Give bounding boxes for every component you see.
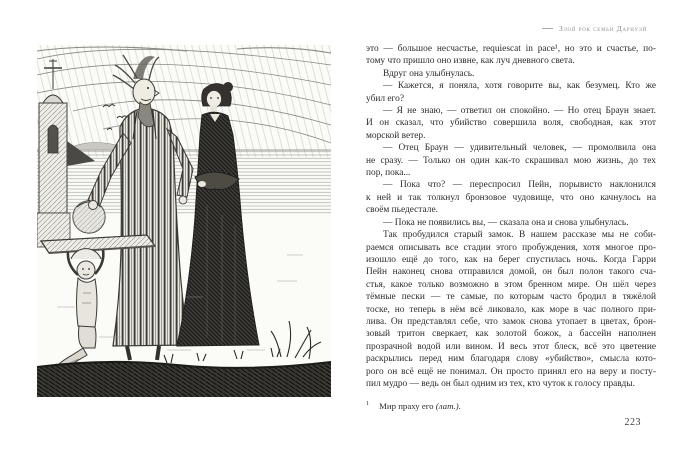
- text-line: Так пробудился старый замок. В нашем рассказе мы не соби-: [383, 230, 656, 241]
- page-number: 223: [624, 417, 641, 428]
- paragraph: [366, 68, 656, 80]
- text-line: пил мудро — ведь он был одним из тех, кто чуток к голосу правды.: [366, 378, 635, 389]
- text-line: — Кажется, я поняла, хотя говорите вы, как безумец. Кто же: [383, 81, 656, 92]
- paragraph: [366, 80, 656, 105]
- paragraph: [366, 217, 656, 229]
- text-line: — Отец Браун — удивительный человек, — промолвила она: [383, 143, 656, 154]
- running-head-rule-icon: [542, 28, 553, 29]
- text-line: зовый тритон сверкает, как золотой божок, а бассейн наполнен: [366, 329, 656, 340]
- text-line: тоске, но теперь в нём всё ликовало, как море в час полного при-: [366, 304, 656, 315]
- text-line: изошло ещё до того, как на берег спустилась ночь. Когда Гарри: [366, 254, 656, 265]
- text-line: стья, какое только возможно в этом бренном мире. Он шёл через: [366, 279, 656, 290]
- paragraph: [366, 179, 656, 216]
- illustration-drawing: [37, 45, 331, 397]
- text-line: раемся описывать все стадии этого пробуждения, хотя многое про-: [366, 242, 656, 253]
- footnote: [366, 398, 656, 412]
- text-line: — Пока не появились вы, — сказала она и снова улыбнулась.: [383, 217, 629, 228]
- text-line: лива. Он представлял себе, что замок снова утопает в цветах, брон-: [366, 316, 656, 327]
- paragraph: [366, 142, 656, 179]
- footnote-language-note: (лат.): [435, 400, 459, 411]
- text-line: это — большое несчастье, requiescat in pace¹, но это и счастье, по-: [366, 44, 656, 54]
- paragraph: [366, 105, 656, 142]
- text-line: Пейн наконец снова отправился домой, он был полон такого сча-: [366, 267, 656, 278]
- text-line: к ней и так толкнул бронзовое чудовище, что оно качнулось на: [366, 192, 656, 203]
- text-line: не сразу. — Только он один как-то скрашивал мою жизнь, до тех: [366, 155, 656, 166]
- footnote-period: .: [458, 400, 461, 411]
- footnote-marker: 1: [366, 400, 370, 407]
- text-line: — Я не знаю, — ответил он спокойно. — Но отец Браун знает.: [383, 106, 656, 117]
- text-line: И он сказал, что убийство совершила воля, свободная, как этот: [366, 118, 656, 129]
- text-line: тёмные пески — те самые, по которым часто бродил в тяжёлой: [366, 292, 656, 303]
- footnote-text: Мир праху его: [379, 400, 436, 411]
- running-head-title: Злой рок семьи Дарнуэй: [558, 24, 647, 33]
- paragraph: [366, 43, 656, 68]
- text-line: тому что пришло оно извне, как луч дневного света.: [366, 56, 575, 67]
- text-line: пор, пока...: [366, 168, 411, 179]
- text-line: морской ветер.: [366, 130, 426, 141]
- text-line: — Пока что? — переспросил Пейн, порывисто наклонился: [383, 180, 656, 191]
- paragraph: [366, 229, 656, 390]
- text-line: убил его?: [366, 93, 404, 104]
- text-line: прозрачной водой или вином. И весь этот блеск, всё это цветение: [366, 341, 656, 352]
- text-line: раскрылись перед ним благодаря слову «убийство», смысла кото-: [366, 354, 656, 365]
- running-head: [542, 24, 647, 33]
- text-line: Вдруг она улыбнулась.: [383, 68, 475, 79]
- body-text: [366, 43, 656, 390]
- text-line: рого он всё ещё не понимал. Он просто принял его на веру и посту-: [366, 366, 656, 377]
- book-illustration: [37, 45, 331, 397]
- text-line: своём пьедестале.: [366, 205, 438, 216]
